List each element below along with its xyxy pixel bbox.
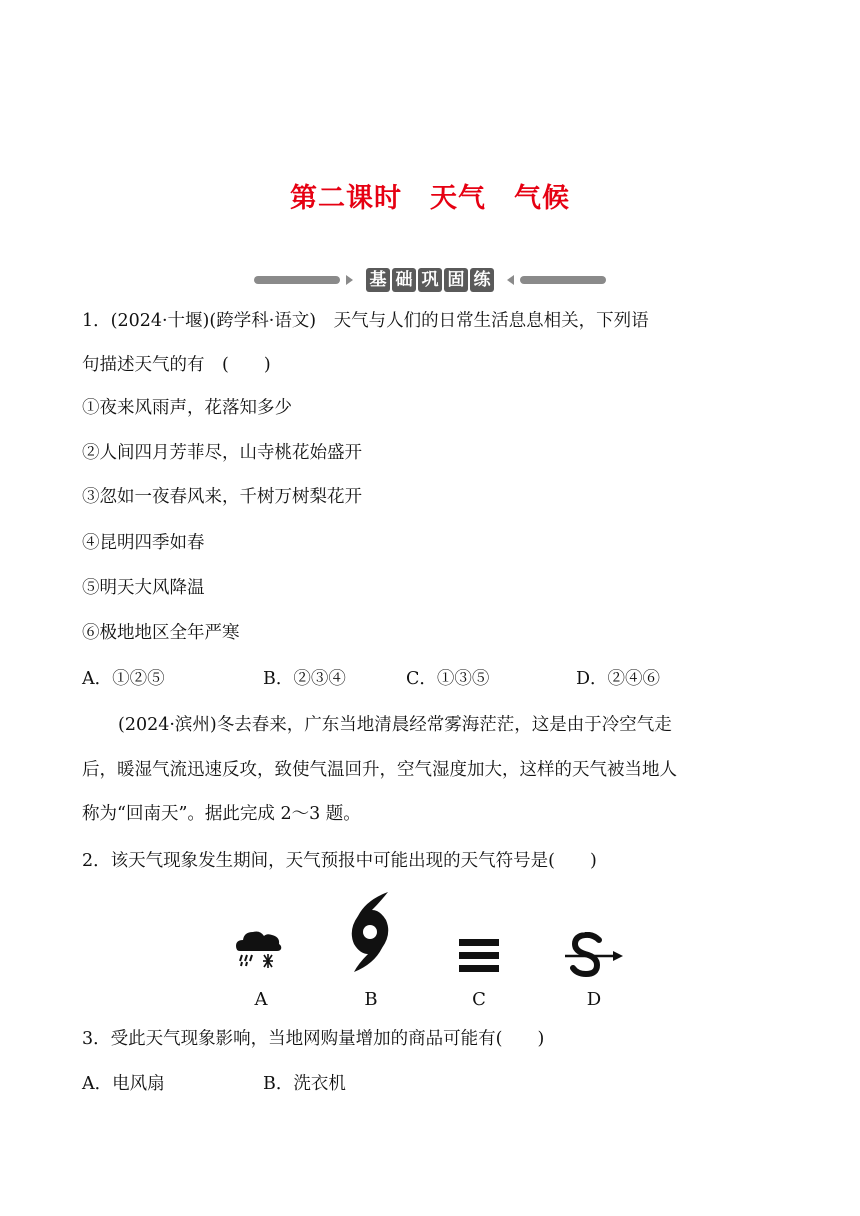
q1-item: ③忽如一夜春风来，千树万树梨花开: [82, 487, 362, 507]
banner-right-arrow-icon: [507, 275, 514, 285]
q1-item: ②人间四月芳菲尽，山寺桃花始盛开: [82, 443, 362, 463]
symbol-c-label: C: [472, 989, 486, 1010]
banner-char: 练: [470, 268, 494, 292]
banner-right-bar: [520, 276, 606, 284]
q1-option-a[interactable]: A．①②⑤: [82, 669, 165, 689]
section-banner: [254, 268, 606, 292]
banner-left-arrow-icon: [346, 275, 353, 285]
q1-stem-line1: 1．(2024·十堰)(跨学科·语文) 天气与人们的日常生活息息相关，下列语: [82, 311, 649, 331]
passage-line1: (2024·滨州)冬去春来，广东当地清晨经常雾海茫茫，这是由于冷空气走: [118, 715, 672, 735]
symbol-d-label: D: [586, 989, 602, 1010]
q1-option-d[interactable]: D．②④⑥: [576, 669, 661, 689]
symbol-a-label: A: [254, 989, 268, 1010]
rain-snow-cloud-icon[interactable]: [234, 927, 284, 971]
passage-line2: 后，暖湿气流迅速反攻，致使气温回升，空气湿度加大，这样的天气被当地人: [82, 760, 677, 780]
q1-stem-line2: 句描述天气的有 ( ): [82, 355, 271, 375]
symbol-b-label: B: [364, 989, 378, 1010]
q1-item: ⑥极地地区全年严寒: [82, 623, 240, 643]
fog-icon[interactable]: [458, 938, 500, 974]
q1-item: ①夜来风雨声，花落知多少: [82, 398, 292, 418]
banner-label: [365, 268, 495, 292]
banner-char: 巩: [418, 268, 442, 292]
q3-stem: 3．受此天气现象影响，当地网购量增加的商品可能有( ): [82, 1029, 545, 1049]
q3-option-b[interactable]: B．洗衣机: [263, 1074, 346, 1094]
banner-char: 础: [392, 268, 416, 292]
q1-option-b[interactable]: B．②③④: [263, 669, 346, 689]
q1-option-c[interactable]: C．①③⑤: [406, 669, 490, 689]
banner-char: 基: [366, 268, 390, 292]
banner-left-bar: [254, 276, 340, 284]
q3-option-a[interactable]: A．电风扇: [82, 1074, 165, 1094]
sandstorm-icon[interactable]: [563, 932, 625, 980]
q2-stem: 2．该天气现象发生期间，天气预报中可能出现的天气符号是( ): [82, 851, 597, 871]
passage-line3: 称为“回南天”。据此完成 2～3 题。: [82, 804, 361, 824]
typhoon-icon[interactable]: [344, 890, 396, 974]
banner-char: 固: [444, 268, 468, 292]
q1-item: ⑤明天大风降温: [82, 578, 205, 598]
page-title: 第二课时 天气 气候: [290, 183, 570, 214]
q1-item: ④昆明四季如春: [82, 533, 205, 553]
